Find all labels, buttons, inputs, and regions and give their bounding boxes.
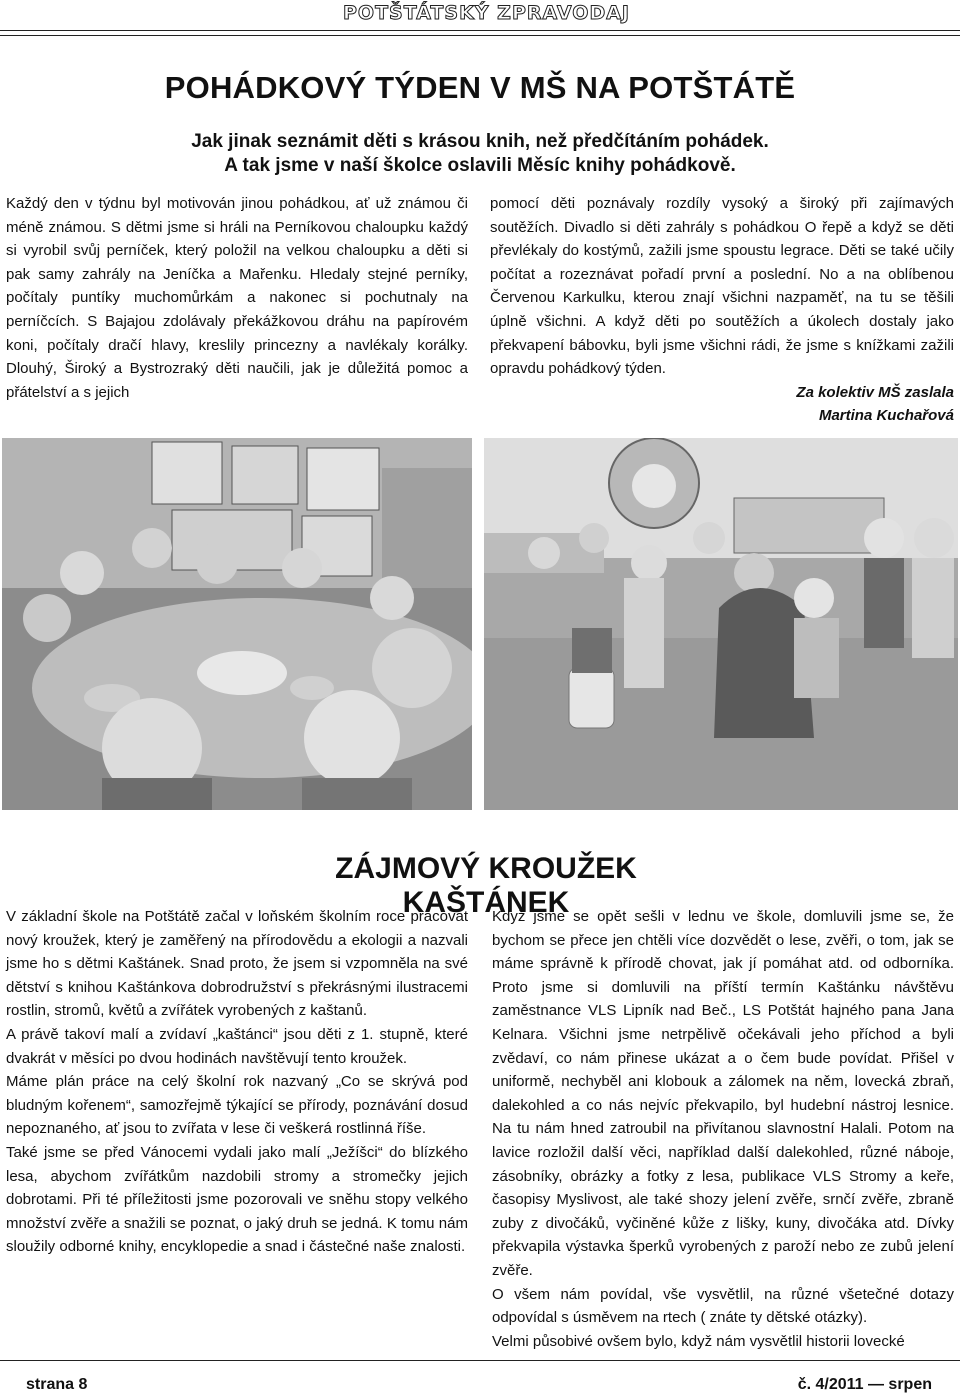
article2-paragraph: A právě takoví malí a zvídaví „kaštánci“ jsou děti z 1. stupně, které dvakrát v měsíci po dvou hodinách navštěvují tento kroužek. — [6, 1025, 468, 1067]
subtitle-line: A tak jsme v naší školce oslavili Měsíc knihy pohádkově. — [224, 155, 736, 176]
masthead-rule — [0, 30, 960, 36]
footer-rule — [0, 1360, 960, 1361]
article1-left-text: Každý den v týdnu byl motivován jinou pohádkou, ať už známou či méně známou. S dětmi jsme si hráli na Perníkovou chaloupku každý si vyrobil svůj perníček, který položil na velkou chaloupku a děti si pak samy zahrály na Jeníčka a Mařenku. Hledaly stejné perníky, počítaly puntíky muchomůrkám a nakonec si pochutnaly na perníčcích. S Bajajou zdolávaly překážkovou dráhu na papírovém koni, počítaly dračí hlavy, kreslily princezny a navlékaly korálky. Dlouhý, Široký a Bystrozraký děti naučili, jak je důležitá pomoc a přátelství a s jejich — [6, 195, 468, 401]
article1-right-text: pomocí děti poznávaly rozdíly vysoký a široký při zajímavých soutěžích. Divadlo si děti zahrály s pohádkou O řepě a když se děti převlékaly do kostýmů, zažili jsme spoustu legrace. Děti se také učily počítat a rozeznávat pořadí první a poslední. No a na oblíbenou Červenou Karkulku, kterou znají všichni nazpaměť, na tu se těšili úplně všichni. A když děti po soutěžích a úkolech dostaly jako překvapení bábovku, byli jsme všichni rádi, že jsme s knížkami zažili opravdu pohádkový týden. — [490, 195, 954, 378]
article2-paragraph: V základní škole na Potštátě začal v loňském školním roce pracovat nový kroužek, který je zaměřený na přírodovědu a ekologii a nazvali jsme ho s dětmi Kaštánek. Snad proto, že jsem si vzpomněla na své dětství s knihou Kaštánkova dobrodružství s překrásnými ilustracemi rostlin, stromů, květů a zvířátek vyrobených z kaštanů. — [6, 908, 468, 1020]
article2-title: ZÁJMOVÝ KROUŽEK KAŠTÁNEK — [335, 852, 637, 919]
subtitle-line: Jak jinak seznámit děti s krásou knih, než předčítáním pohádek. — [191, 131, 769, 152]
photo-children-performing — [484, 438, 958, 810]
article1-subtitle — [0, 130, 960, 178]
signature-line: Za kolektiv MŠ zaslala — [796, 383, 954, 401]
signature-name: Martina Kuchařová — [818, 407, 954, 425]
article2-paragraph: Když jsme se opět sešli v lednu ve škole, domluvili jsme se, že bychom se přece jen chtěli více dozvědět o lese, zvěři, o tom, jak se máme správně k přírodě chovat, jak jí pomáhat atd. od odborníka. Proto jsme si domluvili na příští termín Kaštánku návštěvu zaměstnance VLS Lipník nad Beč., LS Potštát hajného pana Jana Kelnara. Všichni jsme netrpělivě očekávali jeho příchod a byli zvědaví, co nám přinese ukázat a o čem bude povídat. Přišel v uniformě, nechyběl ani klobouk a zálomek na něm, lovecká zbraň, dalekohled a co nás nejvíc překvapilo, byl hudební nástroj lesnice. Na tu nám hned zatroubil na přivítanou slavnostní Halali. Potom na lavice rozložil další věci, například další dalekohled, různé náboje, zásobníky, obrázky a fotky z lesa, publikace VLS Stromy a keře, časopisy Myslivost, ale také shozy jelení zvěře, srnčí zvěře, zbraně zuby z divočáků, vyčiněné kůže z lišky, kuny, divočáka atd. Dívky překvapila výstavka šperků vyrobených z paroží nebo ze zubů jelení zvěře. — [492, 908, 954, 1279]
article2-paragraph: Velmi působivé ovšem bylo, když nám vysvětlil historii lovecké — [492, 1332, 905, 1350]
page-number: strana 8 — [26, 1376, 88, 1393]
issue-info: č. 4/2011 — srpen — [797, 1376, 932, 1393]
article2-paragraph: O všem nám povídal, vše vysvětlil, na různé všetečné dotazy odpovídal s úsměvem na rtech ( znáte ty dětské otázky). — [492, 1285, 954, 1327]
article2-left-column — [6, 905, 468, 1259]
photo-children-at-table — [2, 438, 472, 810]
article2-paragraph: Máme plán práce na celý školní rok nazvaný „Co se skrývá pod bludným kořenem“, samozřejmě týkající se přírody, poznávání dosud nepoznaného, ať jsou to zvířata v lese či veškerá rostlinná říše. — [6, 1073, 468, 1138]
article2-paragraph: Také jsme se před Vánocemi vydali jako malí „Ježíšci“ do blízkého lesa, abychom zvířátkům nazdobili stromy a stromečky jejich dobrotami. Při té příležitosti jsme pozorovali ve sněhu stopy velkého množství zvěře a snažili se poznat, o jaký druh se jedná. K tomu nám sloužily odborné knihy, encyklopedie a snad i částečné naše znalosti. — [6, 1143, 468, 1256]
article1-left-column — [6, 192, 468, 404]
article1-title: POHÁDKOVÝ TÝDEN V MŠ NA POTŠTÁTĚ — [164, 70, 796, 105]
article1-right-column — [490, 192, 954, 428]
article2-right-column — [492, 905, 954, 1353]
masthead-title: POTŠTÁTSKÝ ZPRAVODAJ — [343, 2, 630, 24]
